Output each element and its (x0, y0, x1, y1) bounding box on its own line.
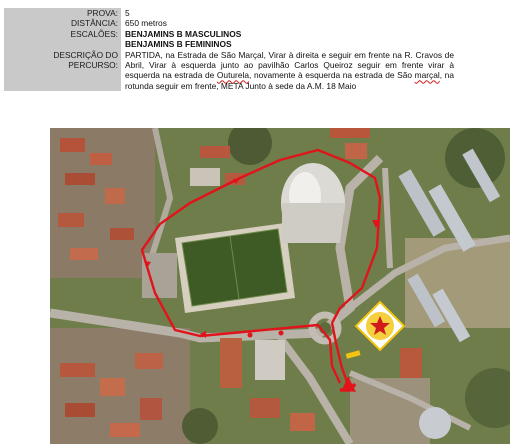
descricao-part-outurela: Outurela (216, 70, 250, 81)
building-roof (110, 423, 140, 437)
descricao-part-1: PARTIDA, na Estrada de São Marçal, Virar à direita e seguir em frente na R. Cravos de Abril, Virar à esquerda junto ao pavilhão Carlos Queiroz seguir em frente virar à esquerda na estrada de (125, 49, 454, 81)
prova-label: PROVA: (4, 8, 121, 18)
route-marker-dot (279, 331, 284, 336)
building-roof (250, 398, 280, 418)
building-roof (90, 153, 112, 165)
building-roof (220, 338, 242, 388)
building-roof (140, 398, 162, 420)
prova-row (4, 8, 458, 18)
race-info-table (4, 8, 458, 91)
distancia-row (4, 18, 458, 28)
building-roof (105, 188, 125, 204)
descricao-part-5: , na rotunda seguir em frente, META Junto à sede da A.M. 18 Maio (125, 70, 454, 91)
building-white (190, 168, 220, 186)
building-roof (135, 353, 163, 369)
building-roof (330, 128, 370, 138)
pavilion-base (282, 203, 345, 243)
building-roof (58, 213, 84, 227)
building-roof (290, 413, 315, 431)
parking-lot (142, 253, 177, 298)
descricao-label: DESCRIÇÃO DO PERCURSO: (4, 50, 121, 92)
escaloes-row (4, 29, 458, 50)
aerial-map-image (50, 128, 510, 444)
building-roof (200, 146, 230, 158)
building-roof (65, 173, 95, 185)
round-building (419, 407, 451, 439)
building-roof (60, 138, 85, 152)
descricao-part-marcal: marçal (414, 70, 440, 81)
building-roof (100, 378, 125, 396)
tree-cluster (182, 408, 218, 444)
building-roof (70, 248, 98, 260)
building-roof (60, 363, 95, 377)
route-marker-dot (248, 333, 253, 338)
descricao-row (4, 50, 458, 92)
building-roof (110, 228, 134, 240)
escalao-masculino: BENJAMINS B MASCULINOS (125, 28, 242, 39)
building-roof (400, 348, 422, 378)
escalao-feminino: BENJAMINS B FEMININOS (125, 39, 232, 50)
building-roof (345, 143, 367, 159)
descricao-text (121, 50, 458, 92)
prova-value: 5 (125, 8, 130, 18)
distancia-value: 650 metros (125, 18, 167, 29)
escaloes-values (121, 29, 458, 50)
distancia-label: DISTÂNCIA: (4, 18, 121, 28)
pavilion-roof (255, 340, 285, 380)
escaloes-label: ESCALÕES: (4, 29, 121, 50)
route-map (50, 128, 510, 444)
descricao-part-3: , novamente à esquerda na estrada de São (249, 70, 415, 81)
building-roof (65, 403, 95, 417)
